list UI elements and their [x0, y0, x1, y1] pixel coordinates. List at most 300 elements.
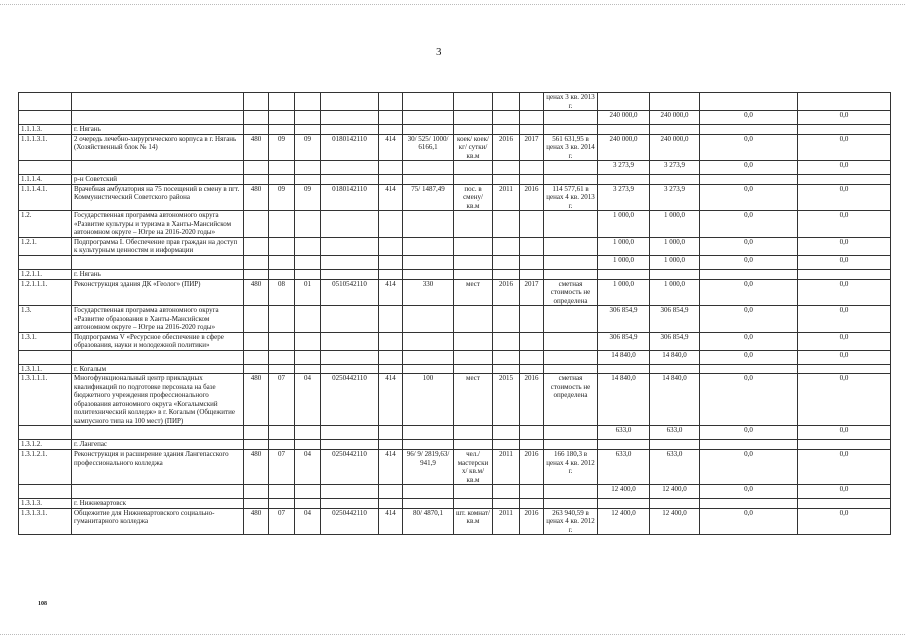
- cell-v2: 3 273,9: [650, 184, 700, 211]
- cell-vr: [379, 426, 403, 440]
- cell-v2: 12 400,0: [650, 485, 700, 499]
- cell-unit: [454, 350, 493, 364]
- cell-name: р-н Советский: [72, 175, 244, 185]
- table-body: [19, 93, 891, 535]
- cell-price: [544, 485, 598, 499]
- cell-vr: [379, 440, 403, 450]
- cell-v4: 0,0: [798, 332, 891, 350]
- cell-power: 480: [244, 374, 269, 426]
- cell-v4: 0,0: [798, 374, 891, 426]
- table-row: [19, 269, 891, 279]
- cell-cap: [403, 306, 454, 333]
- cell-end: [520, 93, 544, 111]
- cell-cap: 30/ 525/ 1000/ 6166,1: [403, 134, 454, 161]
- cell-v2: [650, 269, 700, 279]
- cell-v2: 1 000,0: [650, 279, 700, 306]
- cell-name: 2 очередь лечебно-хирургического корпуса в г. Нягань (Хозяйственный блок № 14): [72, 134, 244, 161]
- cell-v1: 3 273,9: [598, 161, 650, 175]
- cell-start: [493, 269, 520, 279]
- cell-v1: [598, 93, 650, 111]
- cell-vr: [379, 306, 403, 333]
- cell-rz: [269, 161, 295, 175]
- cell-rz: 07: [269, 508, 295, 535]
- table-row: [19, 211, 891, 238]
- budget-table: [18, 92, 891, 535]
- cell-cap: [403, 332, 454, 350]
- cell-v2: 1 000,0: [650, 211, 700, 238]
- cell-power: 480: [244, 279, 269, 306]
- cell-vr: 414: [379, 279, 403, 306]
- cell-start: 2011: [493, 508, 520, 535]
- cell-vr: [379, 111, 403, 125]
- cell-v3: 0,0: [700, 237, 798, 255]
- cell-v4: [798, 440, 891, 450]
- cell-end: [520, 485, 544, 499]
- cell-num: [19, 255, 72, 269]
- cell-price: ценах 3 кв. 2013 г.: [544, 93, 598, 111]
- cell-v3: 0,0: [700, 184, 798, 211]
- cell-unit: [454, 426, 493, 440]
- cell-pr: 09: [295, 184, 321, 211]
- cell-unit: [454, 125, 493, 135]
- cell-cap: [403, 237, 454, 255]
- cell-csr: [321, 426, 379, 440]
- cell-unit: [454, 211, 493, 238]
- cell-vr: [379, 211, 403, 238]
- table-row: [19, 255, 891, 269]
- cell-v3: 0,0: [700, 211, 798, 238]
- cell-num: 1.2.1.1.: [19, 269, 72, 279]
- cell-csr: [321, 364, 379, 374]
- cell-rz: [269, 269, 295, 279]
- cell-pr: [295, 350, 321, 364]
- cell-pr: [295, 440, 321, 450]
- cell-cap: [403, 161, 454, 175]
- table-row: [19, 125, 891, 135]
- cell-start: [493, 332, 520, 350]
- cell-v1: 633,0: [598, 450, 650, 485]
- cell-vr: [379, 350, 403, 364]
- cell-name: [72, 161, 244, 175]
- cell-rz: [269, 332, 295, 350]
- cell-name: Врачебная амбулатория на 75 посещений в смену в пгт. Коммунистический Советского района: [72, 184, 244, 211]
- cell-v2: 633,0: [650, 426, 700, 440]
- cell-power: [244, 175, 269, 185]
- cell-power: [244, 364, 269, 374]
- cell-num: 1.3.1.1.1.: [19, 374, 72, 426]
- cell-rz: [269, 175, 295, 185]
- cell-unit: коек/ коек/ кг/ сутки/ кв.м: [454, 134, 493, 161]
- cell-price: [544, 426, 598, 440]
- cell-start: [493, 485, 520, 499]
- cell-v2: 1 000,0: [650, 255, 700, 269]
- cell-price: [544, 440, 598, 450]
- cell-rz: [269, 255, 295, 269]
- cell-v2: [650, 364, 700, 374]
- cell-start: [493, 237, 520, 255]
- cell-end: [520, 440, 544, 450]
- cell-pr: [295, 255, 321, 269]
- cell-num: 1.3.1.3.: [19, 499, 72, 509]
- cell-v4: 0,0: [798, 211, 891, 238]
- cell-v4: [798, 175, 891, 185]
- cell-rz: [269, 211, 295, 238]
- cell-rz: [269, 111, 295, 125]
- cell-end: 2016: [520, 450, 544, 485]
- cell-end: [520, 499, 544, 509]
- cell-vr: [379, 175, 403, 185]
- cell-v1: [598, 364, 650, 374]
- cell-end: [520, 255, 544, 269]
- cell-end: [520, 426, 544, 440]
- cell-end: [520, 306, 544, 333]
- cell-v3: [700, 440, 798, 450]
- cell-end: [520, 125, 544, 135]
- cell-v1: 12 400,0: [598, 485, 650, 499]
- cell-v3: [700, 175, 798, 185]
- cell-csr: [321, 211, 379, 238]
- cell-v2: [650, 499, 700, 509]
- cell-csr: [321, 93, 379, 111]
- cell-unit: [454, 306, 493, 333]
- cell-v4: 0,0: [798, 426, 891, 440]
- cell-start: [493, 426, 520, 440]
- cell-num: 1.2.: [19, 211, 72, 238]
- cell-v4: [798, 499, 891, 509]
- cell-price: сметная стоимость не определена: [544, 374, 598, 426]
- cell-rz: [269, 364, 295, 374]
- table-row: [19, 175, 891, 185]
- cell-num: [19, 93, 72, 111]
- footer-mark: 108: [38, 601, 47, 607]
- cell-power: [244, 426, 269, 440]
- cell-pr: [295, 175, 321, 185]
- cell-v1: 1 000,0: [598, 255, 650, 269]
- cell-price: 561 631,95 в ценах 3 кв. 2014 г.: [544, 134, 598, 161]
- cell-v4: [798, 125, 891, 135]
- cell-v3: 0,0: [700, 111, 798, 125]
- cell-power: [244, 93, 269, 111]
- cell-vr: [379, 332, 403, 350]
- cell-vr: 414: [379, 134, 403, 161]
- cell-pr: [295, 111, 321, 125]
- cell-v4: [798, 93, 891, 111]
- cell-v2: 1 000,0: [650, 237, 700, 255]
- cell-end: 2017: [520, 134, 544, 161]
- cell-v1: [598, 125, 650, 135]
- cell-price: сметная стоимость не определена: [544, 279, 598, 306]
- cell-pr: [295, 161, 321, 175]
- cell-unit: [454, 237, 493, 255]
- table-row: [19, 440, 891, 450]
- cell-power: [244, 332, 269, 350]
- cell-num: 1.3.1.1.: [19, 364, 72, 374]
- cell-num: 1.3.1.: [19, 332, 72, 350]
- cell-pr: [295, 364, 321, 374]
- cell-end: [520, 332, 544, 350]
- cell-name: Реконструкция и расширение здания Лангепасского профессионального колледжа: [72, 450, 244, 485]
- cell-name: Многофункциональный центр прикладных квалификаций по подготовке персонала на базе бюджетного учреждения профессионального образования автономного округа «Когалымский политехнический колледж» в г. Когалым (Общежитие кампусного типа на 100 мест) (ПИР): [72, 374, 244, 426]
- cell-v1: [598, 269, 650, 279]
- table-row: [19, 485, 891, 499]
- cell-vr: [379, 255, 403, 269]
- cell-csr: [321, 111, 379, 125]
- cell-end: [520, 237, 544, 255]
- cell-num: [19, 161, 72, 175]
- cell-unit: [454, 499, 493, 509]
- cell-cap: [403, 211, 454, 238]
- cell-unit: мест: [454, 279, 493, 306]
- cell-csr: [321, 255, 379, 269]
- cell-pr: [295, 426, 321, 440]
- cell-power: [244, 350, 269, 364]
- cell-v1: [598, 499, 650, 509]
- cell-unit: чел./ мастерски х/ кв.м/ кв.м: [454, 450, 493, 485]
- cell-power: [244, 485, 269, 499]
- cell-vr: [379, 485, 403, 499]
- cell-power: [244, 125, 269, 135]
- cell-v2: [650, 175, 700, 185]
- cell-rz: [269, 350, 295, 364]
- cell-cap: [403, 426, 454, 440]
- cell-pr: 04: [295, 508, 321, 535]
- cell-unit: шт. комнат/ кв.м: [454, 508, 493, 535]
- cell-csr: [321, 161, 379, 175]
- cell-v1: 240 000,0: [598, 134, 650, 161]
- cell-v2: 240 000,0: [650, 134, 700, 161]
- cell-end: 2016: [520, 508, 544, 535]
- cell-name: [72, 93, 244, 111]
- cell-pr: [295, 125, 321, 135]
- cell-cap: [403, 499, 454, 509]
- cell-cap: [403, 485, 454, 499]
- cell-csr: 0510542110: [321, 279, 379, 306]
- cell-v1: 306 854,9: [598, 332, 650, 350]
- cell-price: [544, 211, 598, 238]
- cell-start: 2015: [493, 374, 520, 426]
- cell-v3: 0,0: [700, 161, 798, 175]
- cell-v4: 0,0: [798, 450, 891, 485]
- cell-name: [72, 485, 244, 499]
- cell-start: [493, 161, 520, 175]
- cell-unit: [454, 93, 493, 111]
- cell-v3: 0,0: [700, 485, 798, 499]
- cell-rz: 07: [269, 374, 295, 426]
- cell-pr: [295, 211, 321, 238]
- cell-rz: [269, 426, 295, 440]
- cell-rz: 09: [269, 184, 295, 211]
- cell-power: [244, 211, 269, 238]
- cell-num: 1.1.1.4.1.: [19, 184, 72, 211]
- cell-num: 1.3.: [19, 306, 72, 333]
- cell-power: [244, 161, 269, 175]
- scan-edge-bottom: [0, 634, 905, 635]
- cell-rz: [269, 306, 295, 333]
- cell-price: [544, 306, 598, 333]
- cell-v4: 0,0: [798, 255, 891, 269]
- cell-rz: [269, 440, 295, 450]
- cell-power: 480: [244, 450, 269, 485]
- cell-v4: 0,0: [798, 184, 891, 211]
- cell-v2: [650, 440, 700, 450]
- cell-end: [520, 111, 544, 125]
- cell-name: г. Нягань: [72, 125, 244, 135]
- cell-unit: пос. в смену/ кв.м: [454, 184, 493, 211]
- cell-num: [19, 426, 72, 440]
- table-row: [19, 499, 891, 509]
- cell-cap: 75/ 1487,49: [403, 184, 454, 211]
- cell-unit: [454, 269, 493, 279]
- cell-rz: 07: [269, 450, 295, 485]
- table-row: [19, 364, 891, 374]
- cell-v4: 0,0: [798, 237, 891, 255]
- cell-v1: [598, 440, 650, 450]
- cell-vr: 414: [379, 508, 403, 535]
- cell-csr: 0180142110: [321, 134, 379, 161]
- cell-csr: [321, 175, 379, 185]
- cell-vr: [379, 499, 403, 509]
- cell-price: [544, 161, 598, 175]
- cell-pr: [295, 499, 321, 509]
- cell-name: Государственная программа автономного округа «Развитие культуры и туризма в Ханты-Мансийском автономном округе – Югре на 2016-2020 годы»: [72, 211, 244, 238]
- cell-unit: [454, 255, 493, 269]
- cell-csr: [321, 350, 379, 364]
- cell-price: 263 940,59 в ценах 4 кв. 2012 г.: [544, 508, 598, 535]
- cell-pr: [295, 93, 321, 111]
- cell-csr: [321, 125, 379, 135]
- cell-unit: [454, 364, 493, 374]
- cell-v2: [650, 93, 700, 111]
- cell-v2: 14 840,0: [650, 350, 700, 364]
- cell-vr: [379, 269, 403, 279]
- cell-v2: 306 854,9: [650, 306, 700, 333]
- cell-vr: [379, 237, 403, 255]
- cell-rz: [269, 237, 295, 255]
- cell-v2: [650, 125, 700, 135]
- cell-price: [544, 111, 598, 125]
- cell-v2: 3 273,9: [650, 161, 700, 175]
- cell-start: [493, 350, 520, 364]
- cell-name: [72, 350, 244, 364]
- cell-num: 1.1.1.4.: [19, 175, 72, 185]
- cell-num: 1.3.1.3.1.: [19, 508, 72, 535]
- cell-v4: 0,0: [798, 485, 891, 499]
- cell-v2: 12 400,0: [650, 508, 700, 535]
- cell-start: [493, 111, 520, 125]
- cell-v3: 0,0: [700, 374, 798, 426]
- cell-start: [493, 211, 520, 238]
- cell-num: 1.3.1.2.: [19, 440, 72, 450]
- table-row: [19, 111, 891, 125]
- cell-end: 2017: [520, 279, 544, 306]
- cell-v3: 0,0: [700, 508, 798, 535]
- cell-end: [520, 350, 544, 364]
- cell-pr: 01: [295, 279, 321, 306]
- cell-num: 1.1.1.3.1.: [19, 134, 72, 161]
- cell-vr: 414: [379, 450, 403, 485]
- cell-start: [493, 175, 520, 185]
- table-row: [19, 279, 891, 306]
- cell-csr: 0250442110: [321, 374, 379, 426]
- cell-name: Государственная программа автономного округа «Развитие образования в Ханты-Мансийском автономном округе – Югре на 2016-2020 годы»: [72, 306, 244, 333]
- cell-power: [244, 111, 269, 125]
- cell-v1: 3 273,9: [598, 184, 650, 211]
- cell-start: 2016: [493, 279, 520, 306]
- cell-v2: 14 840,0: [650, 374, 700, 426]
- cell-v4: 0,0: [798, 111, 891, 125]
- cell-csr: [321, 237, 379, 255]
- cell-v1: 1 000,0: [598, 279, 650, 306]
- cell-cap: [403, 93, 454, 111]
- cell-v4: 0,0: [798, 508, 891, 535]
- cell-end: [520, 175, 544, 185]
- cell-rz: [269, 125, 295, 135]
- table-row: [19, 134, 891, 161]
- cell-price: [544, 125, 598, 135]
- cell-v4: [798, 364, 891, 374]
- cell-num: [19, 485, 72, 499]
- cell-cap: [403, 175, 454, 185]
- cell-num: [19, 350, 72, 364]
- cell-price: [544, 364, 598, 374]
- cell-v3: 0,0: [700, 450, 798, 485]
- cell-end: [520, 269, 544, 279]
- cell-v1: 633,0: [598, 426, 650, 440]
- cell-num: 1.3.1.2.1.: [19, 450, 72, 485]
- cell-start: [493, 255, 520, 269]
- cell-v4: 0,0: [798, 134, 891, 161]
- cell-start: [493, 93, 520, 111]
- cell-vr: [379, 161, 403, 175]
- table-row: [19, 426, 891, 440]
- cell-cap: [403, 350, 454, 364]
- cell-start: [493, 306, 520, 333]
- cell-pr: 09: [295, 134, 321, 161]
- cell-num: 1.2.1.: [19, 237, 72, 255]
- cell-cap: [403, 255, 454, 269]
- cell-v4: 0,0: [798, 306, 891, 333]
- cell-num: 1.2.1.1.1.: [19, 279, 72, 306]
- cell-v1: [598, 175, 650, 185]
- cell-rz: [269, 485, 295, 499]
- cell-vr: 414: [379, 374, 403, 426]
- cell-unit: [454, 332, 493, 350]
- cell-pr: [295, 332, 321, 350]
- cell-csr: [321, 485, 379, 499]
- page-number: 3: [436, 46, 442, 58]
- cell-unit: [454, 440, 493, 450]
- cell-cap: [403, 269, 454, 279]
- table-row: [19, 508, 891, 535]
- cell-power: 480: [244, 508, 269, 535]
- cell-power: [244, 306, 269, 333]
- cell-power: [244, 499, 269, 509]
- cell-name: [72, 111, 244, 125]
- cell-pr: [295, 306, 321, 333]
- cell-v4: [798, 269, 891, 279]
- cell-price: [544, 175, 598, 185]
- cell-price: 114 577,61 в ценах 4 кв. 2013 г.: [544, 184, 598, 211]
- cell-v1: 1 000,0: [598, 237, 650, 255]
- scan-edge-top: [0, 4, 905, 5]
- cell-vr: [379, 93, 403, 111]
- cell-v3: 0,0: [700, 134, 798, 161]
- cell-end: 2016: [520, 374, 544, 426]
- cell-unit: [454, 111, 493, 125]
- cell-rz: [269, 499, 295, 509]
- cell-start: [493, 125, 520, 135]
- cell-csr: 0180142110: [321, 184, 379, 211]
